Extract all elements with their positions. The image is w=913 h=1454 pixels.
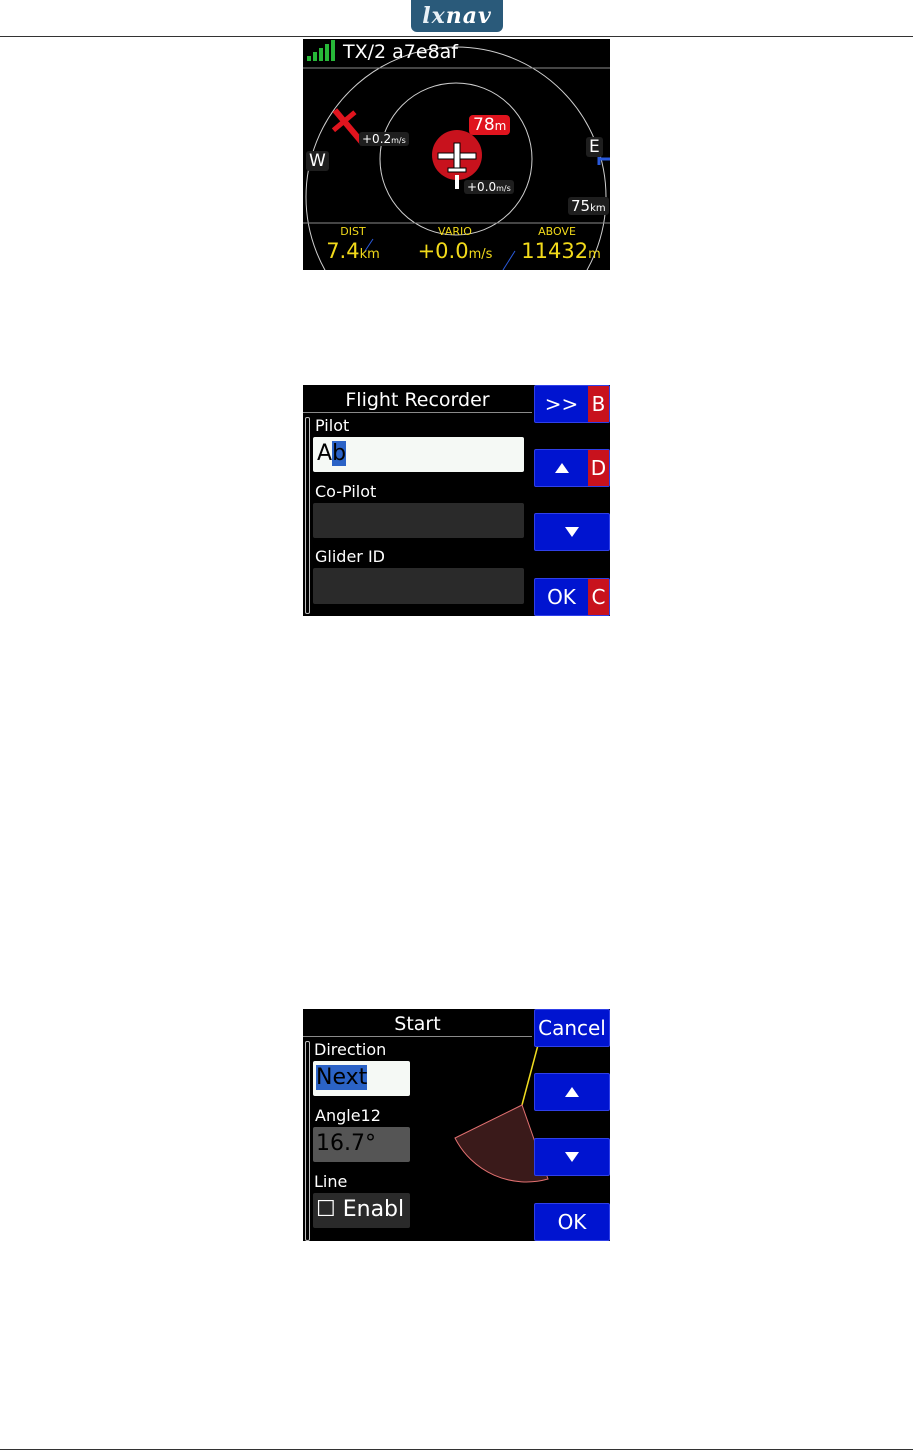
- above-label: ABOVE: [538, 225, 576, 238]
- hud-bar: [303, 225, 610, 270]
- co-pilot-label: Co-Pilot: [315, 482, 377, 501]
- header-rule: [0, 36, 913, 37]
- line-enable-text: ☐ Enabl: [316, 1197, 405, 1222]
- other-glider-vario: +0.2m/s: [359, 132, 409, 146]
- flarm-target-id: TX/2 a7e8af: [343, 41, 458, 63]
- pilot-label: Pilot: [315, 416, 350, 435]
- checkbox-icon: ☐: [316, 1197, 336, 1222]
- direction-field[interactable]: [313, 1061, 410, 1096]
- down-button[interactable]: [534, 1138, 610, 1176]
- signal-strength-icon: [303, 39, 339, 65]
- start-dialog-screen: [303, 1009, 610, 1241]
- radar-range-label: 75km: [568, 197, 609, 215]
- angle-field[interactable]: [313, 1127, 410, 1162]
- compass-west: W: [306, 151, 329, 171]
- key-d-badge: D: [588, 450, 609, 486]
- co-pilot-field[interactable]: [313, 503, 524, 538]
- compass-east: E: [586, 137, 603, 157]
- dialog-title: Flight Recorder: [303, 385, 532, 413]
- ok-button-label: OK: [547, 585, 576, 609]
- vario-label: VARIO: [438, 225, 472, 238]
- cancel-button[interactable]: [534, 1009, 610, 1047]
- key-c-badge: C: [588, 579, 609, 615]
- pilot-value: Ab: [317, 441, 347, 466]
- ok-button-label: OK: [557, 1210, 587, 1234]
- arrow-up-icon: [565, 1087, 579, 1097]
- arrow-up-icon: [555, 463, 569, 473]
- ok-button[interactable]: [534, 1203, 610, 1241]
- footer-rule: [0, 1449, 913, 1450]
- cancel-button-label: Cancel: [538, 1016, 606, 1040]
- arrow-down-icon: [565, 1152, 579, 1162]
- line-label: Line: [314, 1172, 348, 1191]
- next-button-label: >>: [544, 392, 579, 416]
- pilot-field[interactable]: [313, 437, 524, 472]
- target-altitude-badge: 78m: [469, 115, 510, 135]
- arrow-down-icon: [565, 527, 579, 537]
- angle-label: Angle12: [315, 1106, 381, 1125]
- glider-id-label: Glider ID: [315, 547, 385, 566]
- key-b-badge: B: [588, 386, 609, 422]
- selected-glider-tail-icon: [455, 175, 459, 189]
- dist-value: 7.4km: [326, 239, 380, 263]
- pilot-selected-char: b: [332, 441, 347, 466]
- direction-label: Direction: [314, 1040, 387, 1059]
- logo-nav-text: nav: [445, 3, 492, 29]
- up-button[interactable]: [534, 1073, 610, 1111]
- flarm-radar-screen: [303, 39, 610, 270]
- logo-lx-text: lx: [422, 3, 446, 29]
- line-enable-field[interactable]: [313, 1193, 410, 1228]
- up-button[interactable]: [534, 449, 610, 487]
- down-button[interactable]: [534, 513, 610, 551]
- selected-glider-vario: +0.0m/s: [464, 180, 514, 194]
- above-value: 11432m: [521, 239, 601, 263]
- next-button[interactable]: [534, 385, 610, 423]
- glider-id-field[interactable]: [313, 568, 524, 604]
- scrollbar[interactable]: [305, 1041, 310, 1241]
- dialog-title: Start: [303, 1009, 532, 1037]
- ok-button[interactable]: [534, 578, 610, 616]
- lxnav-logo: [411, 0, 503, 32]
- dist-label: DIST: [340, 225, 366, 238]
- direction-value: Next: [316, 1065, 368, 1090]
- angle-value: 16.7°: [316, 1131, 376, 1156]
- scrollbar[interactable]: [305, 417, 310, 614]
- vario-value: +0.0m/s: [417, 239, 493, 263]
- flight-recorder-screen: [303, 385, 610, 616]
